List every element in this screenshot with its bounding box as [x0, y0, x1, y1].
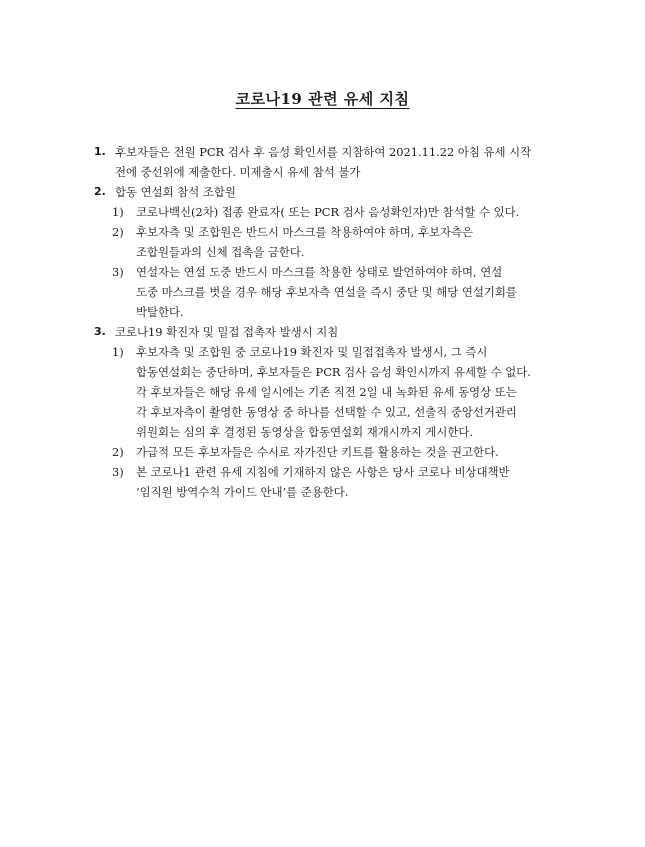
document-title: [0, 88, 645, 109]
sub-item-text: [136, 462, 584, 502]
text-line: 후보자측 및 조합원은 반드시 마스크를 착용하여야 하며, 후보자측은: [136, 225, 474, 239]
section-3: [94, 322, 584, 342]
sub-item: [94, 202, 584, 222]
text-line: 도중 마스크를 벗을 경우 해당 후보자측 연설을 즉시 중단 및 해당 연설기회를: [136, 285, 517, 299]
section-1: [94, 142, 584, 182]
sub-item-text: [136, 442, 584, 462]
sub-item-number: 2): [112, 225, 124, 239]
section-number: 2.: [94, 185, 106, 198]
sub-item-text: [136, 222, 584, 262]
text-line: 코로나19 확진자 및 밀접 접촉자 발생시 지침: [115, 325, 339, 339]
text-line: 후보자측 및 조합원 중 코로나19 확진자 및 밀접접촉자 발생시, 그 즉시: [136, 345, 488, 359]
text-line: 코로나백신(2차) 접종 완료자( 또는 PCR 검사 음성확인자)만 참석할 수 있다.: [136, 205, 520, 219]
sub-item: [94, 262, 584, 322]
sub-item-text: [136, 202, 584, 222]
sub-item-number: 2): [112, 445, 124, 459]
text-line: 전에 중선위에 제출한다. 미제출시 유세 참석 불가: [115, 165, 361, 179]
text-line: 위원회는 심의 후 결정된 동영상을 합동연설회 재개시까지 게시한다.: [136, 425, 474, 439]
document-body: [94, 142, 584, 502]
text-line: 각 후보자들은 해당 유세 일시에는 기존 직전 2일 내 녹화된 유세 동영상 또는: [136, 385, 517, 399]
sub-item-text: [136, 262, 584, 322]
text-line: 합동연설회는 중단하며, 후보자들은 PCR 검사 음성 확인시까지 유세할 수 없다.: [136, 365, 531, 379]
document-title-text: 코로나19 관련 유세 지침: [235, 90, 410, 108]
sub-item-text: [136, 342, 584, 442]
section-text: [115, 322, 584, 342]
sub-item-number: 3): [112, 465, 124, 479]
text-line: 조합원들과의 신체 접촉을 금한다.: [136, 245, 305, 259]
sub-item-number: 3): [112, 265, 124, 279]
text-line: 합동 연설회 참석 조합원: [115, 185, 236, 199]
section-2: [94, 182, 584, 202]
text-line: 가급적 모든 후보자들은 수시로 자가진단 키트를 활용하는 것을 권고한다.: [136, 445, 499, 459]
text-line: 본 코로나1 관련 유세 지침에 기재하지 않은 사항은 당사 코로나 비상대책반: [136, 465, 510, 479]
text-line: ‘임직원 방역수칙 가이드 안내’를 준용한다.: [136, 485, 349, 499]
text-line: 각 후보자측이 촬영한 동영상 중 하나를 선택할 수 있고, 선출직 중앙선거관리: [136, 405, 517, 419]
sub-item: [94, 222, 584, 262]
sub-item: [94, 342, 584, 442]
sub-item-number: 1): [112, 205, 124, 219]
text-line: 연설자는 연설 도중 반드시 마스크를 착용한 상태로 발언하여야 하며, 연설: [136, 265, 503, 279]
sub-item: [94, 442, 584, 462]
text-line: 박탈한다.: [136, 305, 184, 319]
section-text: [115, 182, 584, 202]
section-text: [115, 142, 584, 182]
section-number: 1.: [94, 145, 106, 158]
text-line: 후보자들은 전원 PCR 검사 후 음성 확인서를 지참하여 2021.11.22 아침 유세 시작: [115, 145, 532, 159]
section-number: 3.: [94, 325, 106, 338]
sub-item: [94, 462, 584, 502]
sub-item-number: 1): [112, 345, 124, 359]
